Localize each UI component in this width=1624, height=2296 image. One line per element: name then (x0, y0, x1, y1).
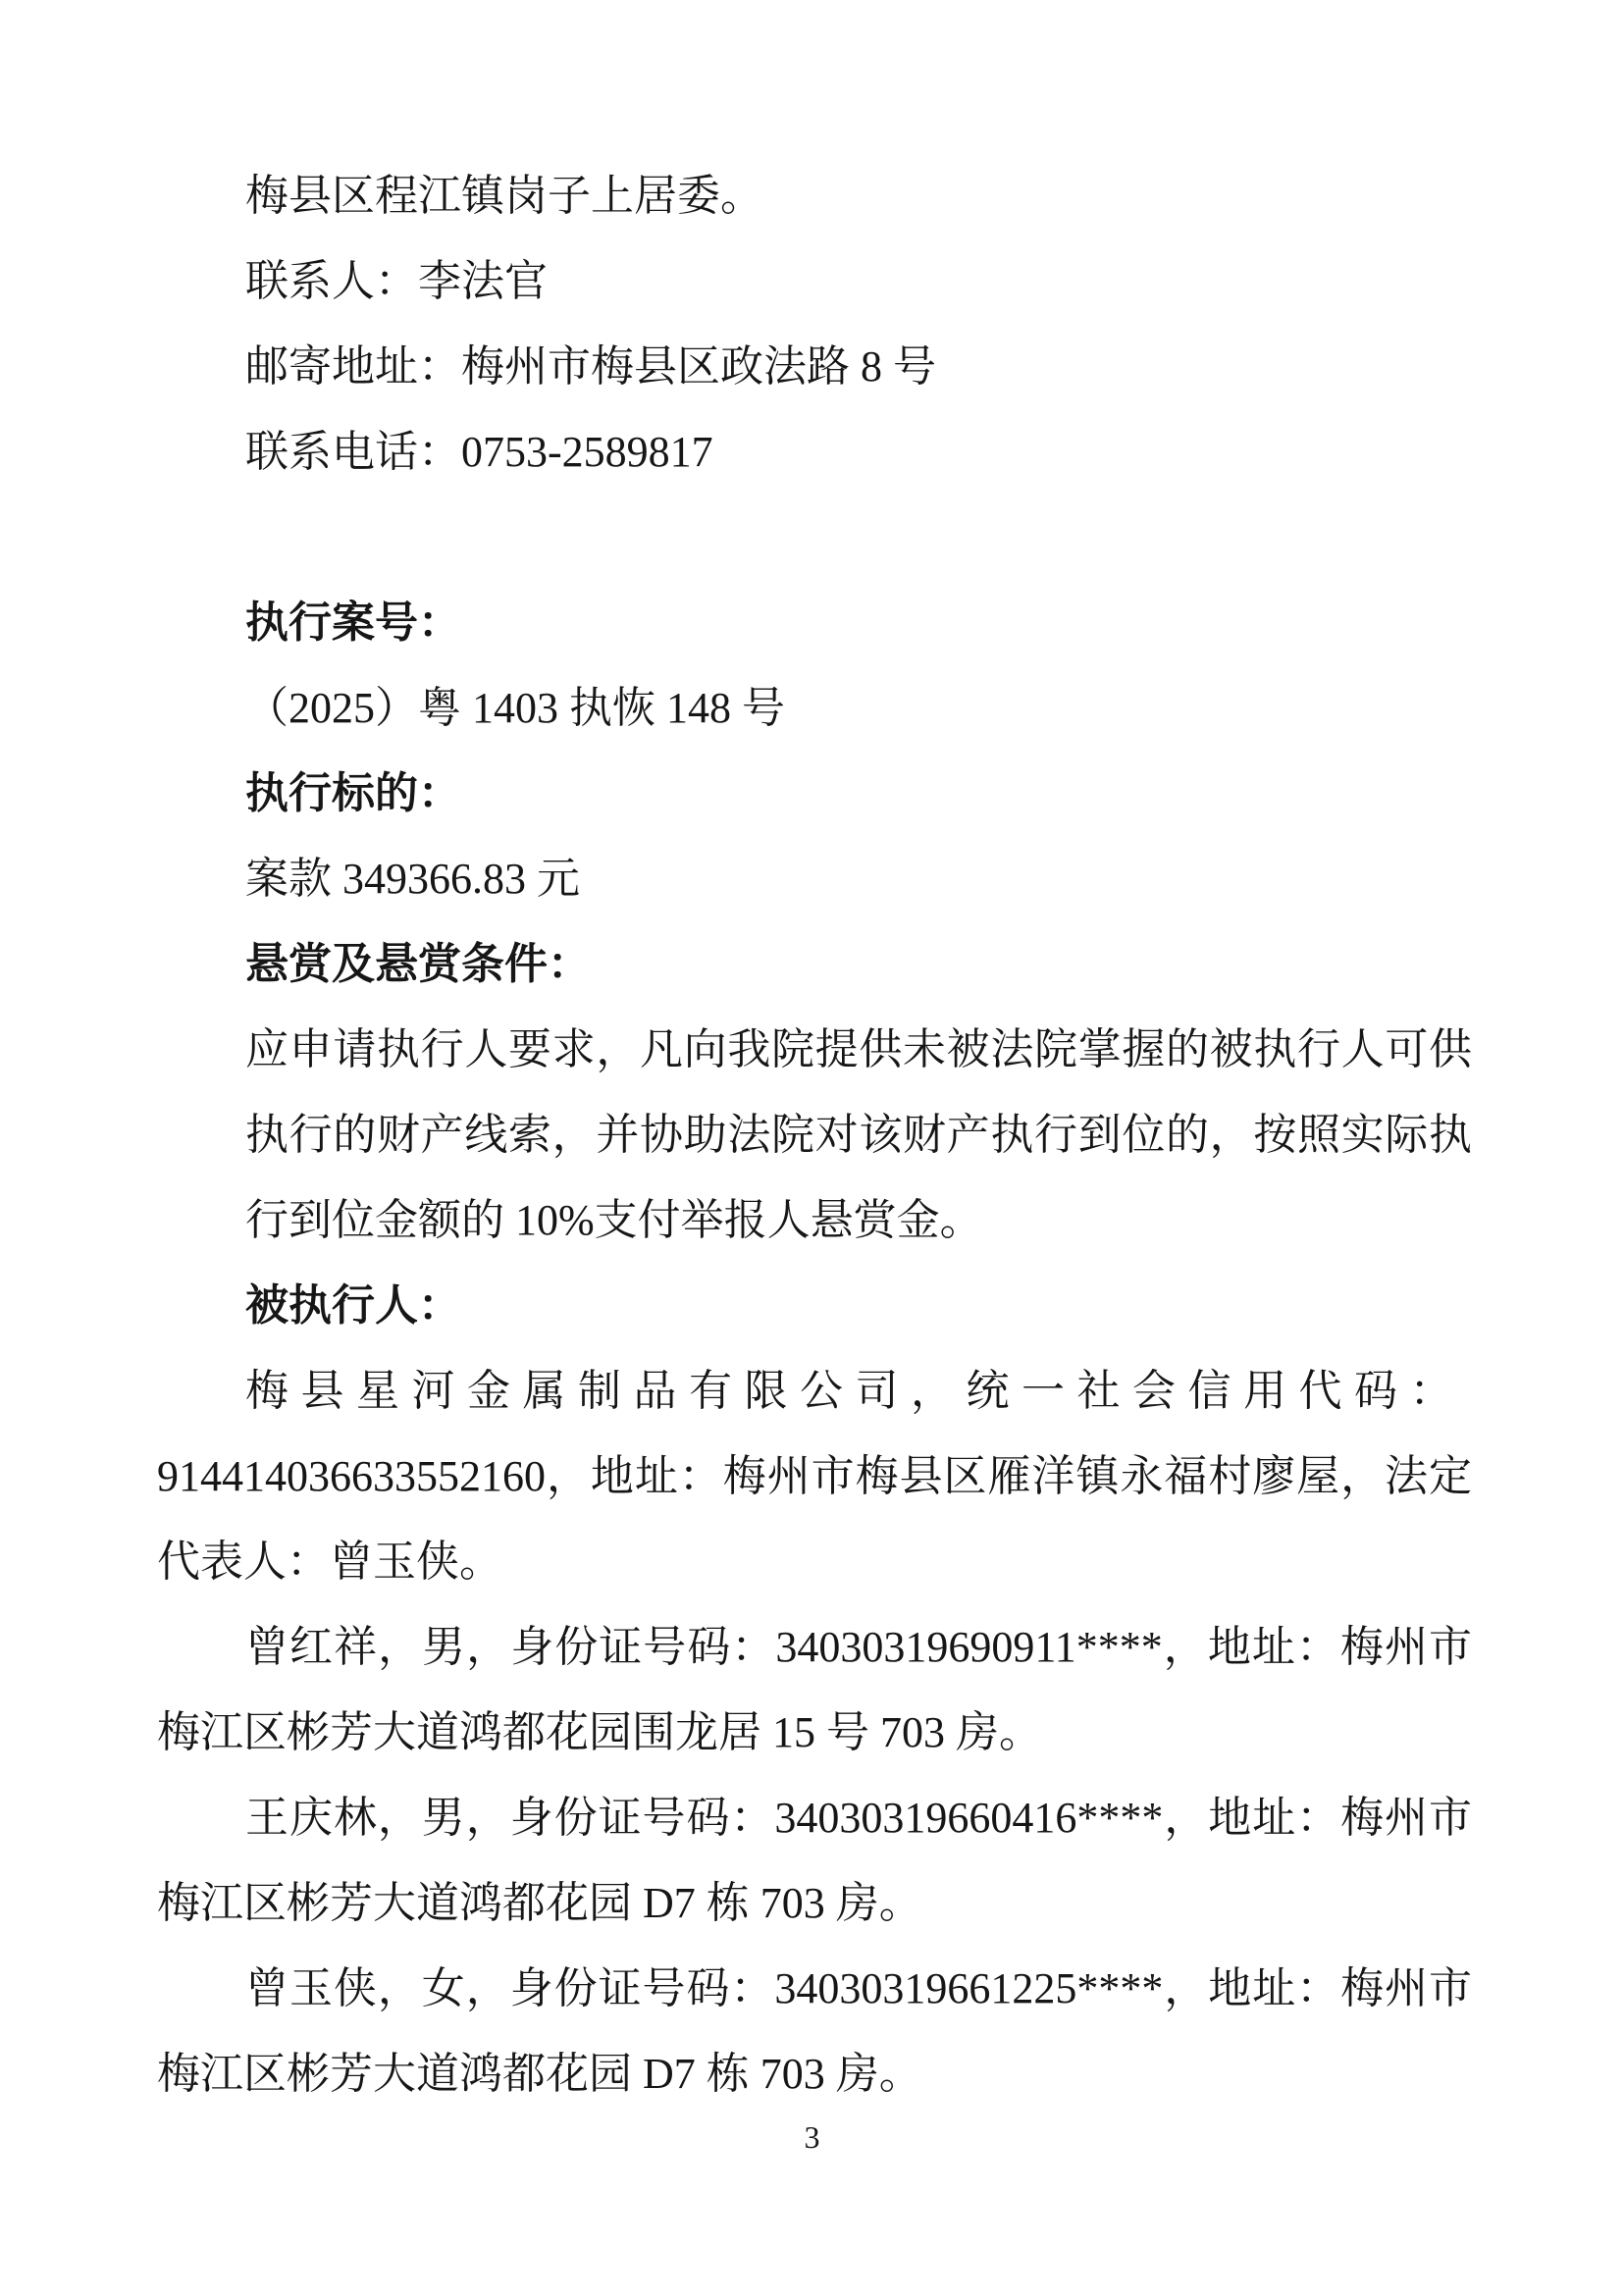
executee-heading: 被执行人： (245, 1281, 461, 1330)
executee-person1-line-1: 曾红祥，男，身份证号码：34030319690911****，地址：梅州市 (245, 1623, 1472, 1671)
blank-line (157, 495, 1472, 580)
executee-company-line-1: 梅县星河金属制品有限公司，统一社会信用代码： (245, 1367, 1465, 1415)
page-number: 3 (804, 2119, 820, 2155)
execution-target-heading: 执行标的： (245, 769, 461, 817)
court-address-tail-line: 梅县区程江镇岗子上居委。 (245, 172, 763, 220)
executee-person2-line-2: 梅江区彬芳大道鸿都花园 D7 栋 703 房。 (157, 1879, 922, 1927)
executee-company-line-3: 代表人：曾玉侠。 (157, 1538, 502, 1586)
executee-person2-line-1: 王庆林，男，身份证号码：34030319660416****，地址：梅州市 (245, 1794, 1472, 1842)
executee-person3-line-2: 梅江区彬芳大道鸿都花园 D7 栋 703 房。 (157, 2050, 922, 2098)
executee-person1-line-2: 梅江区彬芳大道鸿都花园围龙居 15 号 703 房。 (157, 1708, 1042, 1756)
document-text-block (157, 153, 1472, 2116)
execution-target-value: 案款 349366.83 元 (245, 855, 580, 903)
case-number-heading: 执行案号： (245, 599, 461, 647)
executee-person3-line-1: 曾玉侠，女，身份证号码：34030319661225****，地址：梅州市 (245, 1964, 1472, 2012)
contact-phone-line: 联系电话：0753-2589817 (245, 428, 713, 476)
reward-conditions-heading: 悬赏及悬赏条件： (245, 940, 591, 988)
reward-conditions-line-3: 行到位金额的 10%支付举报人悬赏金。 (245, 1196, 983, 1244)
case-number-value: （2025）粤 1403 执恢 148 号 (245, 684, 785, 732)
reward-conditions-line-2: 执行的财产线索，并协助法院对该财产执行到位的，按照实际执 (245, 1111, 1472, 1159)
reward-conditions-line-1: 应申请执行人要求，凡向我院提供未被法院掌握的被执行人可供 (245, 1025, 1472, 1073)
mailing-address-line: 邮寄地址：梅州市梅县区政法路 8 号 (245, 342, 936, 391)
contact-person-line: 联系人：李法官 (245, 257, 548, 305)
executee-company-line-2: 914414036633552160，地址：梅州市梅县区雁洋镇永福村廖屋，法定 (157, 1452, 1472, 1500)
